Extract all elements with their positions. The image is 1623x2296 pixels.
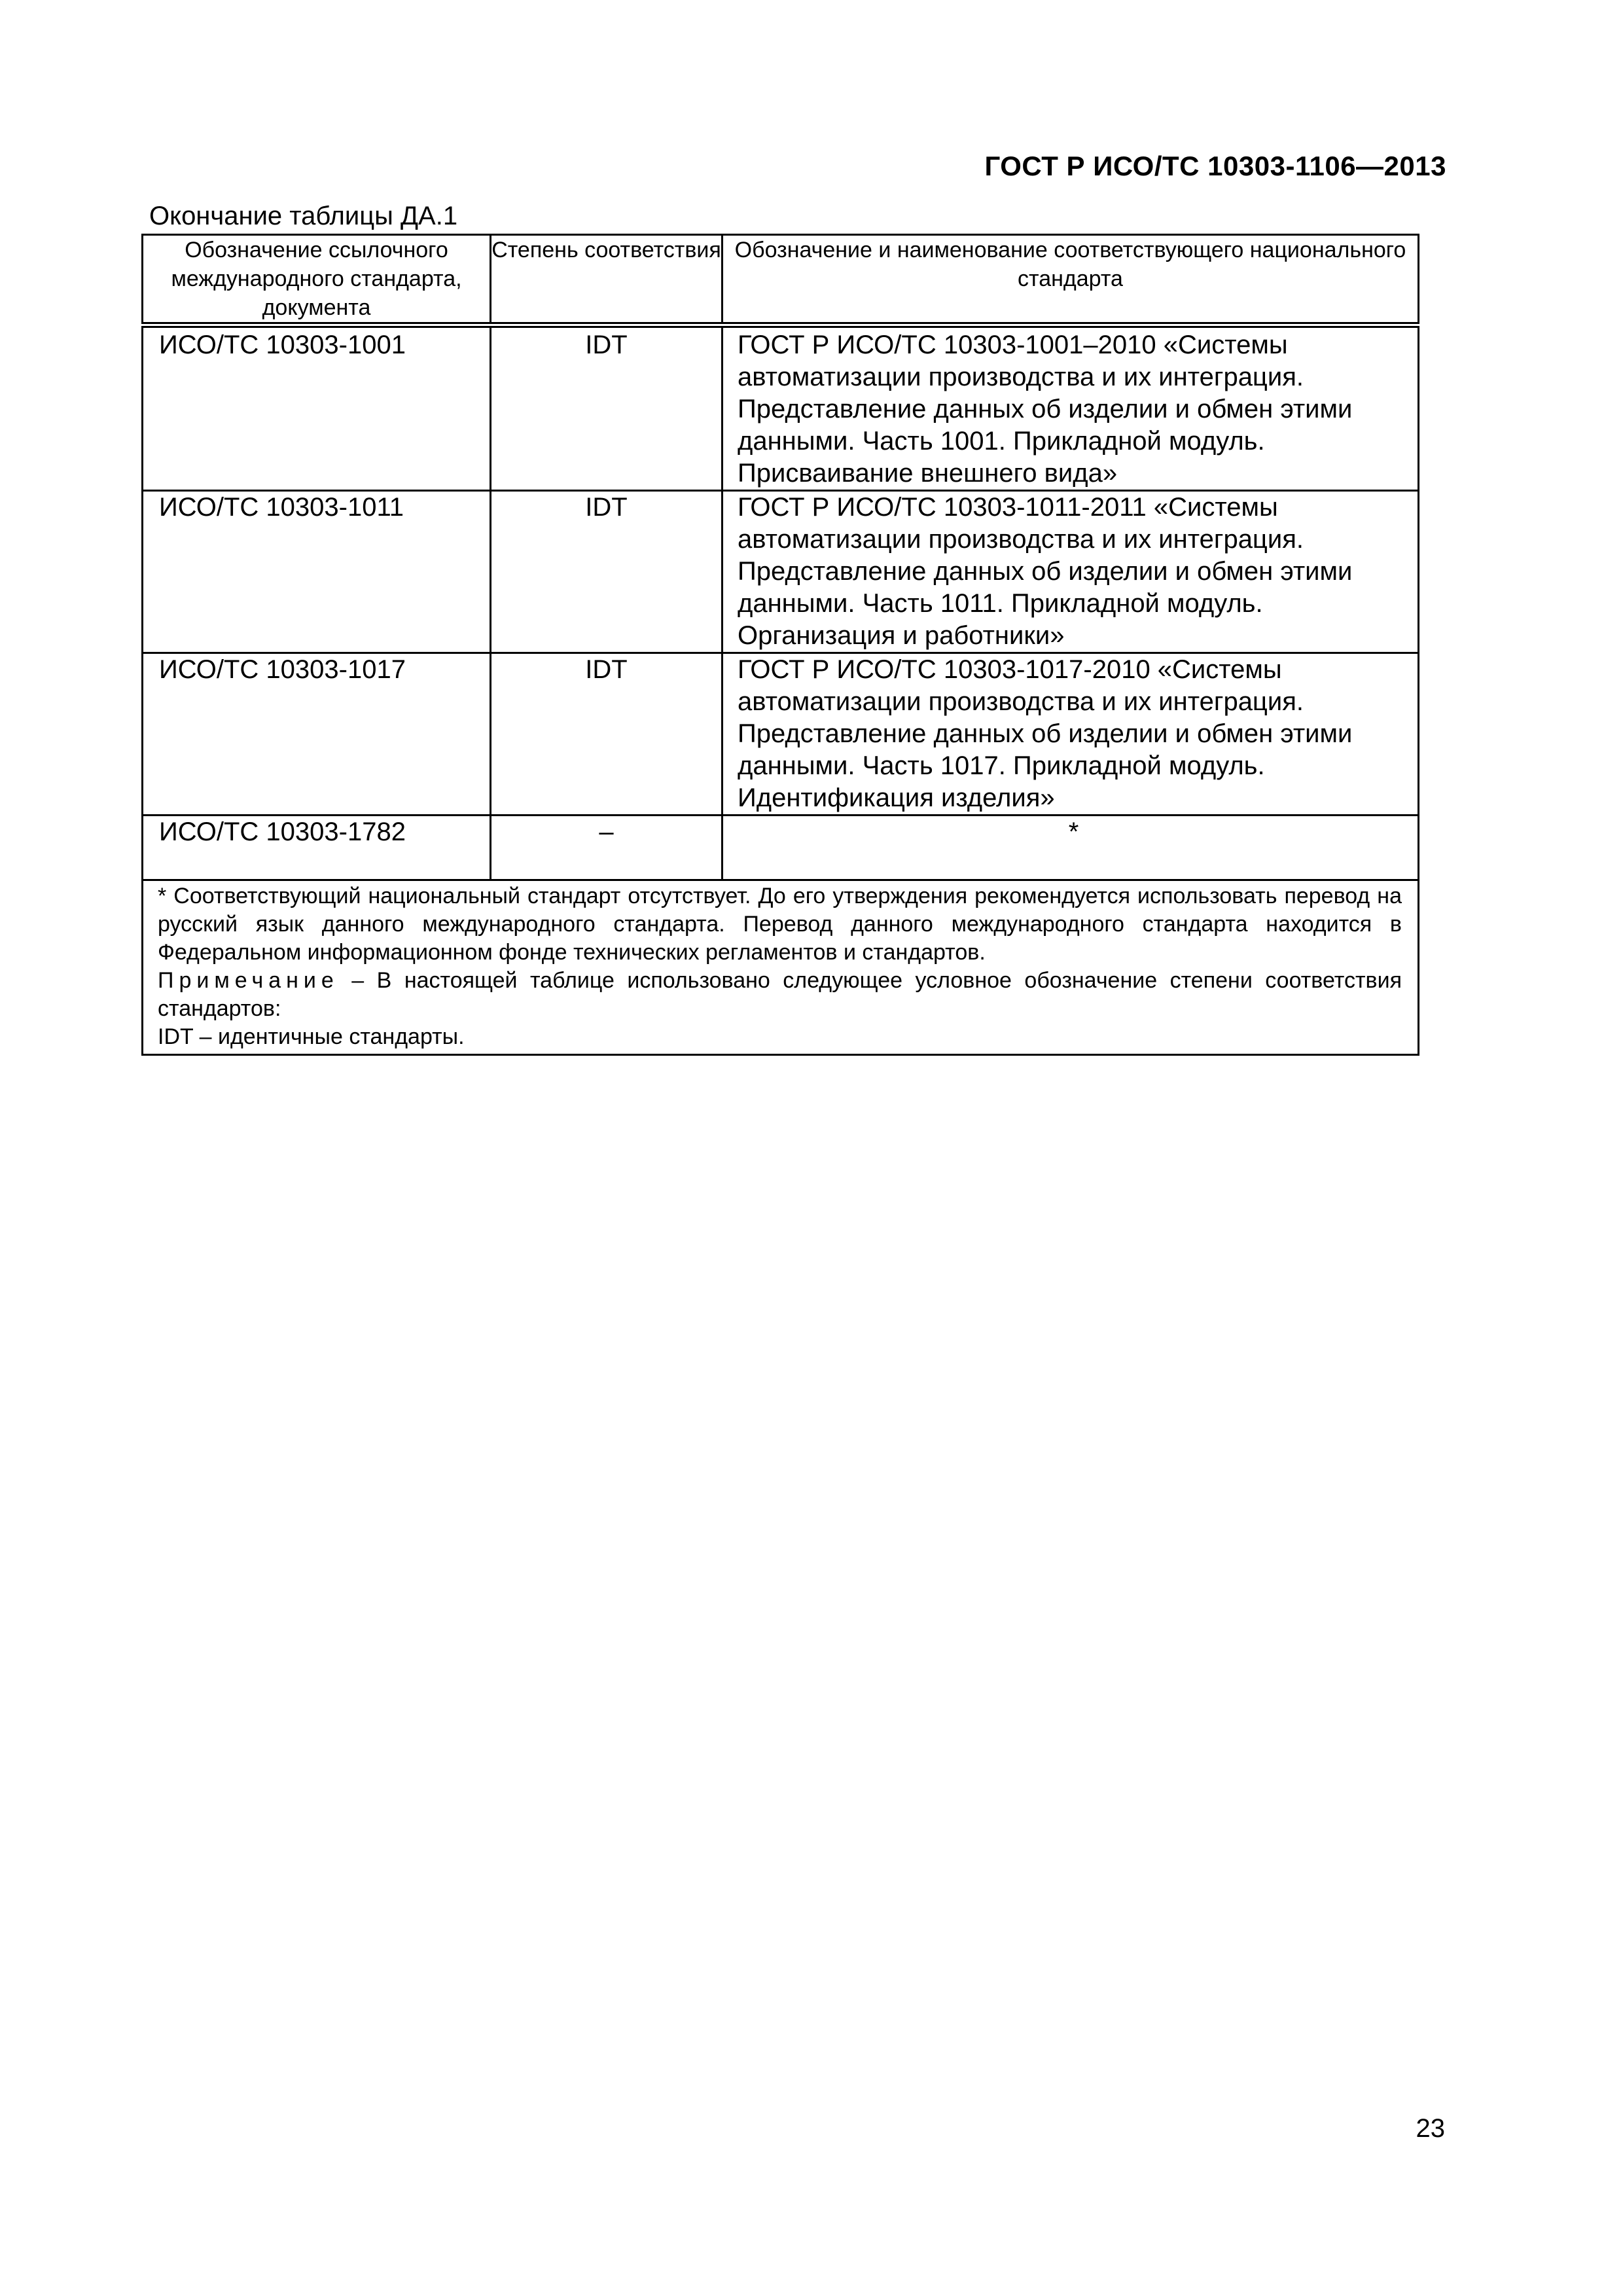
table-notes-row [143,880,1419,1055]
reference-table [141,234,1419,1056]
column-header-intl: Обозначение ссылочного международного стандарта, документа [143,235,491,325]
column-header-degree: Степень соответствия [491,235,722,325]
national-standard-cell: ГОСТ Р ИСО/ТС 10303-1001–2010 «Системы автоматизации производства и их интеграция. Представление данных об изделии и обмен этими данными. Часть 1001. Прикладной модуль. Присваивание внешнего вида» [722,325,1419,491]
degree-cell: – [491,816,722,880]
national-standard-cell: ГОСТ Р ИСО/ТС 10303-1017-2010 «Системы автоматизации производства и их интеграция. Представление данных об изделии и обмен этими данными. Часть 1017. Прикладной модуль. Идентификация изделия» [722,653,1419,816]
note-paragraph [158,967,1402,1023]
document-code: ГОСТ Р ИСО/ТС 10303-1106—2013 [984,151,1446,181]
degree-cell: IDT [491,325,722,491]
table-caption: Окончание таблицы ДА.1 [149,202,458,230]
table-row [143,491,1419,653]
table-header-row [143,235,1419,325]
idt-definition: IDT – идентичные стандарты. [158,1024,465,1049]
national-standard-cell: ГОСТ Р ИСО/ТС 10303-1011-2011 «Системы автоматизации производства и их интеграция. Представление данных об изделии и обмен этими данными. Часть 1011. Прикладной модуль. Организация и работники» [722,491,1419,653]
table-row [143,653,1419,816]
table-row [143,325,1419,491]
degree-cell: IDT [491,491,722,653]
note-text: – В настоящей таблице использовано следующее условное обозначение степени соответствия стандартов: [158,968,1402,1021]
degree-cell: IDT [491,653,722,816]
intl-standard-cell: ИСО/ТС 10303-1782 [143,816,491,880]
intl-standard-cell: ИСО/ТС 10303-1001 [143,325,491,491]
page-number: 23 [1416,2114,1445,2143]
column-header-national: Обозначение и наименование соответствующего национального стандарта [722,235,1419,325]
table-row [143,816,1419,880]
intl-standard-cell: ИСО/ТС 10303-1011 [143,491,491,653]
intl-standard-cell: ИСО/ТС 10303-1017 [143,653,491,816]
footnote-text: * Соответствующий национальный стандарт отсутствует. До его утверждения рекомендуется использовать перевод на русский язык данного международного стандарта. Перевод данного международного стандарта находится в Федеральном информационном фонде технических регламентов и стандартов. [158,884,1402,965]
national-standard-cell: * [722,816,1419,880]
note-label: Примечание [158,968,339,993]
table-notes [143,880,1419,1055]
